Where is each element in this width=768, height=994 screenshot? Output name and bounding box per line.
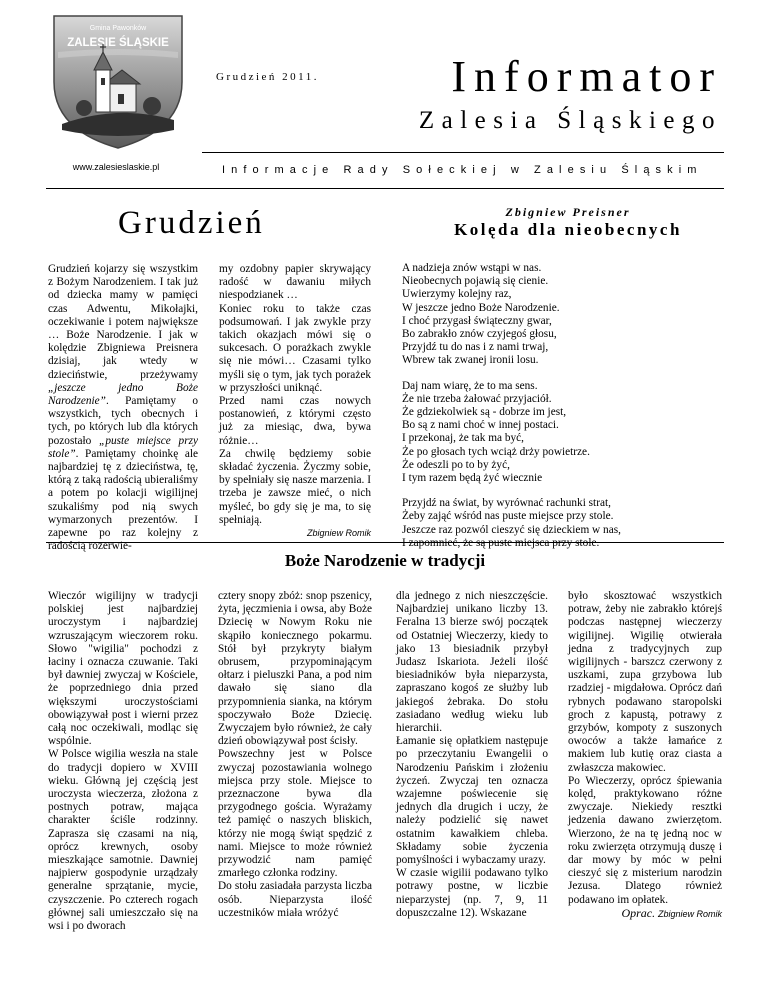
credit-name: Zbigniew Romik xyxy=(657,908,722,919)
site-url[interactable]: www.zalesieslaskie.pl xyxy=(72,162,160,172)
poem-line: Że odeszli po to by żyć, xyxy=(402,458,510,471)
poem-body xyxy=(402,262,732,562)
paragraph: Koniec roku to także czas podsumowań. I jak zwykle przy takich okazjach mówi się o sukcesach. O porażkach zwykle się nie mówi… Czasami tylko myśli się o tym, jak tych porażek w przyszłości uniknąć. xyxy=(219,302,371,394)
village-logo xyxy=(48,12,188,150)
poem-line: Jeszcze raz pozwól cieszyć się dzieckiem w nas, xyxy=(402,523,621,536)
paragraph: Po Wieczerzy, oprócz śpiewania kolęd, praktykowano różne zwyczaje. Niekiedy resztki jedzenia dawano zwierzętom. Wierzono, że na tę jedną noc w roku zwierzęta otrzymują duszę i dar mowy by móc w pełni cieszyć się z misterium narodzin Jezusa. Dlatego również podawano im opłatek. xyxy=(568,774,722,906)
paragraph: Łamanie się opłatkiem następuje po przeczytaniu Ewangelii o Narodzeniu Pańskim i złożeniu życzeń. Zwyczaj ten oznacza wzajemne poświecenie się jednych dla drugich i uczy, że należy podzielić się nawet ostatnim kawałkiem chleba. Składamy sobie życzenia pomyślności i wybaczamy urazy. xyxy=(396,735,548,867)
divider-top xyxy=(202,152,724,153)
section-text: Grudzień kojarzy się wszystkim z Bożym Narodzeniem. I tak już od dziecka mamy w pamięci czas Adwentu, Mikołajki, oczekiwanie i potem największe … Boże Narodzenie. I jak w kolędzie Zbigniewa Preisnera dzisiaj, jak wtedy w dzieciństwie, przeżywamy xyxy=(48,263,198,381)
paragraph: dla jednego z nich nieszczęście. Najbardziej unikano liczby 13. Feralna 13 bierze swój początek od Ostatniej Wieczerzy, kiedy to jako 13 biesiadnik przybył Judasz Iskariota. Jeżeli ilość biesiadników była nieparzysta, zapraszano kogoś ze służby lub jakiegoś żebraka. Do stołu zasiadano według wieku lub hierarchii. xyxy=(396,590,548,735)
article-credit xyxy=(568,907,722,921)
article-title: Boże Narodzenie w tradycji xyxy=(284,551,486,570)
section-text: . Pamiętamy choinkę ale najbardziej tę z dzieciństwa, tę, którą z taką radością ubieraliśmy a potem po kolacji wigilijnej szukaliśmy pod nią swych wymarzonych prezentów. I zapewne po raz kolejny z radością rozerwie- xyxy=(48,447,198,553)
poem-line: I przekonaj, że tak ma być, xyxy=(402,432,525,445)
poem-line: A nadzieja znów wstąpi w nas. xyxy=(402,262,542,274)
paragraph: było skosztować wszystkich potraw, żeby nie zabrakło którejś podczas następnej wieczerzy wigilijnej. Wigilię otwierała jedna z tradycyjnych zup wigilijnych - barszcz czerwony z uszkami, zupa grzybowa lub rzadziej - migdałowa. Oprócz dań rybnych podawano staropolski groch z kapustą, potrawy z grzybów, kompoty z suszonych owoców a także łamańce z makiem lub kutię oraz ciasta a zwłaszcza makowiec. xyxy=(568,590,722,774)
section-column-2 xyxy=(219,263,371,540)
masthead-subtitle: Zalesia Śląskiego xyxy=(418,107,722,134)
poem-line: I tym razem będą żyć wiecznie xyxy=(402,472,543,485)
credit-label: Oprac. xyxy=(621,905,656,920)
article-column-3 xyxy=(396,590,548,920)
paragraph: Powszechny jest w Polsce zwyczaj pozostawiania wolnego miejsca przy stole. Miejsce to przeznaczone bywa dla przygodnego gościa. Wyrażamy też pamięć o naszych bliskich, którzy nie mogą świąt spędzić z nami. Miejsce to może również przywodzić nam pamięć zmarłego członka rodziny. xyxy=(218,748,372,880)
section-quote: „puste miejsce przy stole” xyxy=(48,434,198,460)
logo-text-top: Gmina Pawonków xyxy=(89,25,147,32)
section-text: . Pamiętamy o wszystkich, tych obecnych i tych, po których lub dla których pozostało xyxy=(48,395,198,447)
paragraph: W Polsce wigilia weszła na stale do tradycji dopiero w XVIII wieku. Główną jej częścią jest uroczysta wieczerza, złożona z postnych potraw, mająca charakter ściśle rodzinny. Zaprasza się czasami na nią, oprócz krewnych, osoby mieszkające samotnie. Dawniej najpierw gospodynie urządzały generalne sprzątanie, mycie, czyszczenie. Po czterech rogach głównej sali umieszczało się na wsi i po dworach xyxy=(48,748,198,933)
poem-line: Nieobecnych pojawią się cienie. xyxy=(402,275,549,288)
section-signature: Zbigniew Romik xyxy=(306,528,371,539)
paragraph: Za chwilę będziemy sobie składać życzenia. Życzmy sobie, by spełniały się nasze marzenia. I trzeba je zawsze mieć, o nich myśleć, bo gdy się je ma, to się spełniają. xyxy=(219,447,371,526)
paragraph: my ozdobny papier skrywający radość w dawaniu miłych niespodzianek … xyxy=(219,263,371,302)
poem-line: Że po głosach tych wciąż drży powietrze. xyxy=(402,445,590,458)
section-column-1 xyxy=(48,263,198,553)
paragraph: cztery snopy zbóż: snop pszenicy, żyta, jęczmienia i owsa, aby Boże Dziecię w Nowym Roku nie skąpiło koniecznego pokarmu. Stół był przykryty białym obrusem, przypominającym ołtarz i pieluszki Pana, a pod nim dawało się siano dla przypomnienia sianka, na którym spoczywało Boże Dziecię. Zwyczajem było również, że cały dzień obowiązywał post ścisły. xyxy=(218,590,372,748)
poem-line: Przyjdź tu do nas i z nami trwaj, xyxy=(402,341,549,354)
paragraph: Do stołu zasiadała parzysta liczba osób. Nieparzysta ilość uczestników miała wróżyć xyxy=(218,880,372,919)
poem-stanza-2 xyxy=(402,380,732,486)
poem-line: Bo są z nami choć w innej postaci. xyxy=(402,419,559,432)
poem-line: I choć przygasł świąteczny gwar, xyxy=(402,314,552,327)
article-column-1 xyxy=(48,590,198,933)
poem-line: Przyjdź na świat, by wyrównać rachunki strat, xyxy=(402,497,611,510)
poem-line: Że nie trzeba żałować przyjaciół. xyxy=(402,392,552,405)
section-quote: „jeszcze jedno Boże Narodzenie” xyxy=(48,381,198,408)
divider-middle xyxy=(46,542,724,543)
logo-text: ZALESIE ŚLĄSKIE xyxy=(67,37,169,49)
poem-title: Kolęda dla nieobecnych xyxy=(454,220,682,239)
poem-line: Daj nam wiarę, że to ma sens. xyxy=(402,379,538,392)
poem-author: Zbigniew Preisner xyxy=(505,205,631,219)
poem-line: Że gdziekolwiek są - dobrze im jest, xyxy=(402,406,567,419)
divider-tagline xyxy=(46,188,724,189)
tagline: Informacje Rady Sołeckiej w Zalesiu Śląskim xyxy=(222,164,703,176)
section-title: Grudzień xyxy=(118,205,265,241)
masthead-title: Informator xyxy=(451,52,722,101)
paragraph: Wieczór wigilijny w tradycji polskiej jest najbardziej uroczystym i najbardziej wzruszającym wieczorem roku. Słowo "wigilia" pochodzi z łaciny i oznacza czuwanie. Taki był dawniej zwyczaj w Kościele, że poprzedniego dnia przed większymi uroczystościami obowiązywał post i wierni przez całą noc oczekiwali, modląc się wspólnie. xyxy=(48,590,198,748)
article-column-4 xyxy=(568,590,722,921)
paragraph: Przed nami czas nowych postanowień, z którymi często już za miesiąc, dwa, bywa różnie… xyxy=(219,395,371,447)
paragraph: W czasie wigilii podawano tylko potrawy postne, w liczbie nieparzystej (np. 7, 9, 11 dopuszczalne 12). Wskazane xyxy=(396,867,548,919)
article-column-2 xyxy=(218,590,372,920)
poem-stanza-1 xyxy=(402,262,732,368)
poem-line: Bo zabrakło znów czyjegoś głosu, xyxy=(402,328,557,341)
poem-line: Uwierzymy kolejny raz, xyxy=(402,288,512,301)
poem-line: W jeszcze jedno Boże Narodzenie. xyxy=(402,301,560,314)
poem-line: Żeby zająć wśród nas puste miejsce przy stole. xyxy=(402,510,614,523)
issue-date: Grudzień 2011. xyxy=(216,71,320,83)
poem-line: Wbrew tak zwanej ironii losu. xyxy=(402,354,539,367)
poem-line: I zapomnieć, że są puste miejsca przy stole. xyxy=(402,536,600,549)
